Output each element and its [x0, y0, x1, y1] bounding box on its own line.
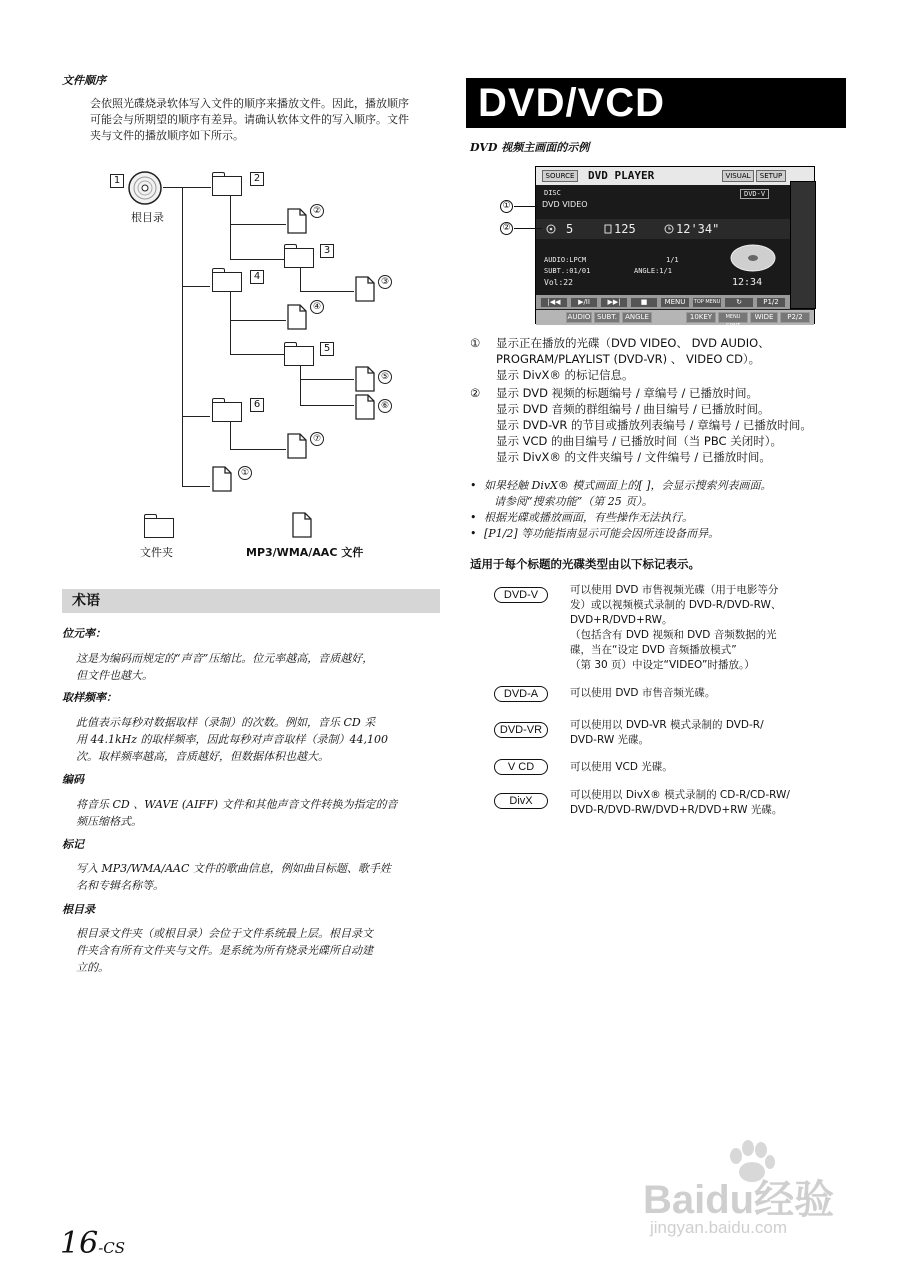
subtitle-button[interactable]: SUBT.: [594, 312, 620, 323]
title-disc-icon: [546, 224, 556, 234]
prev-button[interactable]: |◀◀: [540, 297, 568, 308]
file-num: ⑦: [310, 432, 324, 446]
audio-info: AUDIO:LPCM: [544, 256, 587, 264]
menu-cont-button[interactable]: MENU CONT: [718, 312, 748, 323]
watermark-brand: Baidu经验: [643, 1178, 835, 1222]
disc-type-tag: DVD-V: [740, 189, 769, 199]
notes-list: • 如果轻触 DivX® 模式画面上的[ ]，会显示搜索列表画面。 请参阅“搜索功能”（第 25 页）。 • 根据光碟或播放画面，有些操作无法执行。 • [P1/2] 等功能指南显示可能会因所连设备而异。: [470, 479, 772, 540]
legend-folder-label: 文件夹: [140, 546, 173, 559]
term-heading: 根目录: [62, 903, 95, 916]
clock-icon: [664, 224, 674, 234]
term-heading: 取样频率：: [62, 691, 117, 704]
file-icon: [287, 208, 307, 234]
disc-graphic-icon: [730, 243, 776, 273]
divx-desc: 可以使用以 DivX® 模式录制的 CD-R/CD-RW/ DVD-R/DVD-RW/DVD+R/DVD+RW 光碟。: [570, 789, 790, 816]
term-desc: 此值表示每秒对数据取样（录制）的次数。例如，音乐 CD 采 用 44.1kHz 的取样频率，因此每秒对声音取样（录制）44,100 次。取样频率越高，音质越好，但数据体积也越大。: [76, 716, 389, 763]
terms-section-title: 术语: [62, 589, 440, 613]
file-icon: [287, 433, 307, 459]
10key-button[interactable]: 10KEY: [686, 312, 716, 323]
term-desc: 写入 MP3/WMA/AAC 文件的歌曲信息，例如曲目标题、歌手姓 名和专辑名称等。: [76, 862, 391, 892]
term-desc: 这是为编码而规定的“声音”压缩比。位元率越高，音质越好， 但文件也越大。: [76, 652, 374, 682]
file-num: ②: [310, 204, 324, 218]
background-screen-edge: [790, 181, 816, 309]
volume-info: Vol:22: [544, 278, 573, 287]
term-heading: 标记: [62, 838, 84, 851]
file-num: ①: [238, 466, 252, 480]
screen-title: DVD PLAYER: [588, 169, 655, 182]
file-icon: [287, 304, 307, 330]
angle-button[interactable]: ANGLE: [622, 312, 652, 323]
term-heading: 编码: [62, 773, 84, 786]
root-label: 根目录: [131, 211, 164, 224]
dvd-a-badge: DVD-A: [494, 686, 548, 702]
legend-file-label: MP3/WMA/AAC 文件: [246, 546, 364, 559]
folder-num-1: 1: [110, 174, 124, 188]
vcd-badge: V CD: [494, 759, 548, 775]
folder-num-6: 6: [250, 398, 264, 412]
file-icon: [212, 466, 232, 492]
angle-info: ANGLE:1/1: [634, 267, 672, 275]
menu-button[interactable]: MENU: [660, 297, 690, 308]
elapsed-time: 12'34": [676, 222, 720, 236]
audio-button[interactable]: AUDIO: [567, 313, 591, 321]
folder-icon: [212, 398, 242, 422]
top-menu-button[interactable]: TOP MENU: [692, 297, 722, 308]
vcd-desc: 可以使用 VCD 光碟。: [570, 761, 673, 773]
dvd-a-desc: 可以使用 DVD 市售音频光碟。: [570, 687, 716, 699]
disc-types-heading: 适用于每个标题的光碟类型由以下标记表示。: [470, 557, 700, 571]
dvd-vr-desc: 可以使用以 DVD-VR 模式录制的 DVD-R/ DVD-RW 光碟。: [570, 719, 764, 746]
file-num: ③: [378, 275, 392, 289]
page-2-button[interactable]: P2/2: [780, 312, 810, 323]
term-desc: 将音乐 CD 、WAVE (AIFF) 文件和其他声音文件转换为指定的音 频压缩格式。: [76, 798, 398, 828]
file-num: ⑥: [378, 399, 392, 413]
play-pause-button[interactable]: ▶/II: [570, 297, 598, 308]
disc-icon: [127, 170, 163, 206]
title-number: 5: [566, 222, 574, 236]
folder-icon: [284, 342, 314, 366]
section-banner: DVD/VCD: [466, 78, 846, 128]
watermark-url: jingyan.baidu.com: [650, 1218, 788, 1237]
folder-num-2: 2: [250, 172, 264, 186]
callout-2: ②: [500, 222, 513, 235]
disc-name: DVD VIDEO: [542, 200, 588, 209]
folder-icon: [284, 244, 314, 268]
file-icon: [355, 394, 375, 420]
stop-button[interactable]: ■: [630, 297, 658, 308]
folder-icon: [212, 172, 242, 196]
file-num: ⑤: [378, 370, 392, 384]
file-legend-icon: [292, 512, 312, 538]
source-button[interactable]: SOURCE: [542, 170, 578, 182]
file-order-text: 会依照光碟烧录软体写入文件的顺序来播放文件。因此，播放顺序 可能会与所期望的顺序有差异。请确认软体文件的写入顺序。文件 夹与文件的播放顺序如下所示。: [90, 97, 409, 142]
numbered-descriptions: ① 显示正在播放的光碟（DVD VIDEO、 DVD AUDIO、 PROGRAM/PLAYLIST (DVD-VR) 、 VIDEO CD）。 显示 DivX® 的标记信息。 ② 显示 DVD 视频的标题编号 / 章编号 / 已播放时间。 显示 DVD 音频的群组编号 / 曲目编号 / 已播放时间。 显示 DVD-VR 的节目或播放列表编号 / 章编号 / 已播放时间。 显示 VCD 的曲目编号 / 已播放时间（当 PBC 关闭时）。 显示 DivX® 的文件夹编号 / 文件编号 / 已播放时间。: [470, 336, 812, 464]
setup-button[interactable]: SETUP: [756, 170, 786, 182]
folder-num-4: 4: [250, 270, 264, 284]
chapter-number: 125: [614, 222, 636, 236]
wide-button[interactable]: WIDE: [750, 312, 778, 323]
folder-num-5: 5: [320, 342, 334, 356]
disc-label: DISC: [544, 189, 561, 197]
page-number: 16-CS: [60, 1226, 126, 1261]
repeat-button[interactable]: ↻: [724, 297, 754, 308]
chapter-icon: [604, 224, 612, 234]
dvd-player-screenshot: [535, 166, 815, 329]
folder-legend-icon: [144, 514, 174, 538]
divx-badge: DivX: [494, 793, 548, 809]
folder-icon: [212, 268, 242, 292]
file-icon: [355, 366, 375, 392]
subtitle-info: SUBT.:01/01: [544, 267, 591, 275]
screen-caption: DVD 视频主画面的示例: [470, 141, 590, 154]
term-desc: 根目录文件夹（或根目录）会位于文件系统最上层。根目录文 件夹含有所有文件夹与文件。是系统为所有烧录光碟所自动建 立的。: [76, 927, 373, 974]
dvd-v-desc: 可以使用 DVD 市售视频光碟（用于电影等分 发）或以视频模式录制的 DVD-R/DVD-RW、 DVD+R/DVD+RW。 （包括含有 DVD 视频和 DVD 音频数据的光 碟，当在“设定 DVD 音频播放模式” （第 30 页）中设定“VIDEO”时播放。）: [570, 584, 782, 671]
file-order-heading: 文件顺序: [62, 74, 106, 87]
file-num: ④: [310, 300, 324, 314]
dvd-vr-badge: DVD-VR: [494, 722, 548, 738]
term-heading: 位元率：: [62, 627, 106, 640]
file-icon: [355, 276, 375, 302]
audio-channel: 1/1: [666, 256, 679, 264]
dvd-v-badge: DVD-V: [494, 587, 548, 603]
next-button[interactable]: ▶▶|: [600, 297, 628, 308]
folder-num-3: 3: [320, 244, 334, 258]
visual-button[interactable]: VISUAL: [722, 170, 754, 182]
callout-1: ①: [500, 200, 513, 213]
page-1-button[interactable]: P1/2: [756, 297, 786, 308]
clock-time: 12:34: [732, 277, 763, 288]
